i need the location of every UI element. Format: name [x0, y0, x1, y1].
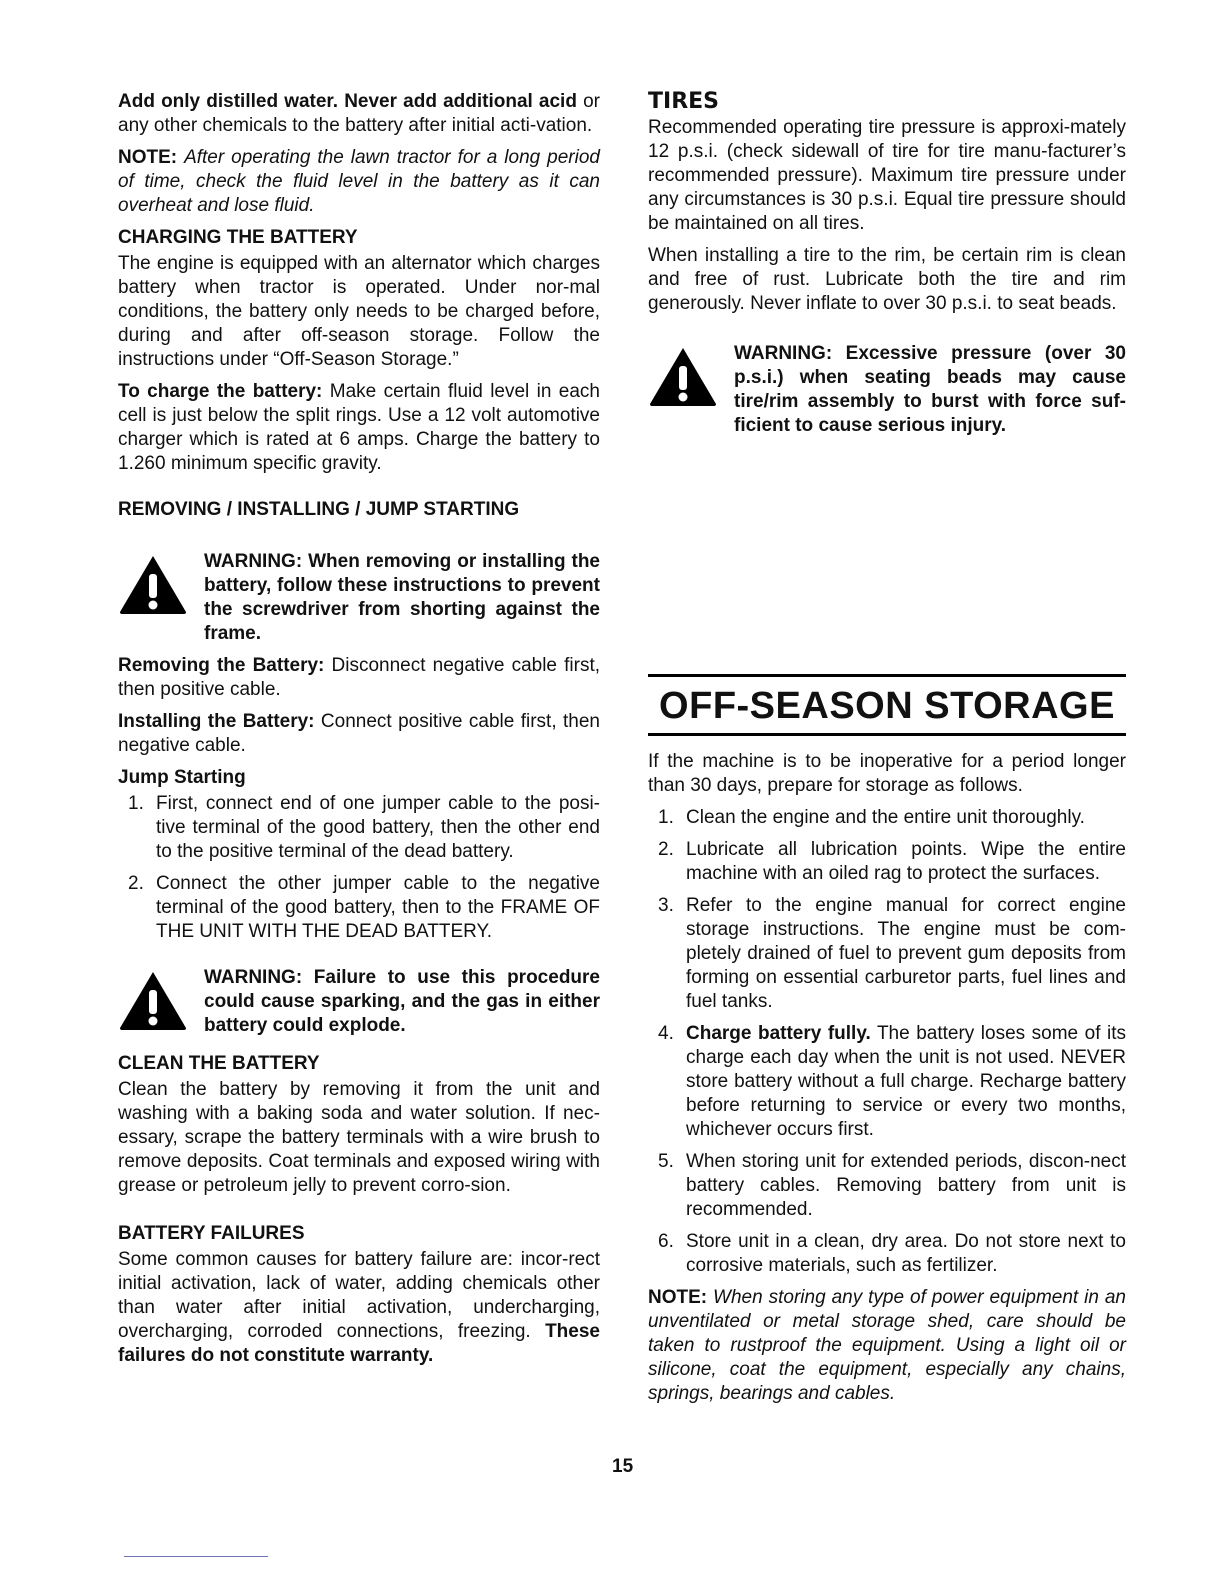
tires-heading: TIRES [648, 89, 720, 114]
failures-heading: BATTERY FAILURES [118, 1223, 305, 1244]
charge-text: Make certain fluid level in each cell is just below the split rings. Use a 12 volt automotive charger which is rated at 6 amps. Charge the battery to 1.260 minimum specific gravity. [118, 381, 600, 474]
list-item: 5. When storing unit for extended periods, discon-nect battery cables. Removing battery from unit is recommended. [658, 1151, 1126, 1220]
warning-tire-text: WARNING: Excessive pressure (over 30 p.s.i.) when seating beads may cause tire/rim assembly to burst with force suf-ficient to cause serious injury. [734, 343, 1126, 436]
distilled-water-bold: Add only distilled water. Never add additional acid [118, 91, 577, 112]
warning-removing-text: WARNING: When removing or installing the battery, follow these instructions to prevent the screwdriver from shorting against the frame. [204, 551, 600, 644]
storage-intro: If the machine is to be inoperative for a period longer than 30 days, prepare for storage as follows. [648, 751, 1126, 796]
installing-text: Connect positive cable first, then negative cable. [118, 711, 600, 756]
failures-paragraph [118, 1248, 600, 1368]
charging-heading: CHARGING THE BATTERY [118, 227, 358, 248]
list-item: 3. Refer to the engine manual for correct engine storage instructions. The engine must be com-pletely drained of fuel to prevent gum deposits from forming on essential carburetor parts, fuel lines and fuel tanks. [658, 895, 1126, 1012]
battery-note [118, 146, 600, 218]
right-column [648, 90, 1126, 1414]
footer-rule [124, 1556, 268, 1557]
note-label: NOTE: [648, 1287, 708, 1308]
left-column [118, 90, 600, 1376]
warning-triangle-icon [648, 346, 718, 408]
installing-label: Installing the Battery: [118, 711, 315, 732]
failures-text: Some common causes for battery failure are: incor-rect initial activation, lack of water, adding chemicals other than water after initial activation, undercharging, overcharging, corroded connections, freezing. [118, 1249, 600, 1342]
note-text: After operating the lawn tractor for a long period of time, check the fluid level in the battery as it can overheat and lose fluid. [118, 147, 600, 216]
list-item: 1. First, connect end of one jumper cable to the posi-tive terminal of the good battery, then the other end to the positive terminal of the dead battery. [128, 793, 600, 862]
list-item: 1. Clean the engine and the entire unit thoroughly. [658, 807, 1085, 828]
clean-paragraph: Clean the battery by removing it from the unit and washing with a baking soda and water solution. If nec-essary, scrape the battery terminals with a wire brush to remove deposits. Coat terminals and exposed wiring with grease or petroleum jelly to prevent corro-sion. [118, 1079, 600, 1196]
list-item: 6. Store unit in a clean, dry area. Do not store next to corrosive materials, such as fertilizer. [658, 1231, 1126, 1276]
list-item: 2. Lubricate all lubrication points. Wipe the entire machine with an oiled rag to protect the surfaces. [658, 839, 1126, 884]
distilled-water-text: or any other chemicals to the battery after initial acti-vation. [118, 91, 600, 136]
charging-paragraph: The engine is equipped with an alternator which charges battery when tractor is operated. Under nor-mal conditions, the battery only needs to be charged before, during and after off-season storage. Follow the instructions under “Off-Season Storage.” [118, 253, 600, 370]
removing-paragraph [118, 654, 600, 702]
failures-bold: These failures do not constitute warranty. [118, 1321, 600, 1366]
warning-tire-pressure [648, 342, 1126, 438]
warning-sparking-text: WARNING: Failure to use this procedure could cause sparking, and the gas in either battery could explode. [204, 967, 600, 1036]
note-text: When storing any type of power equipment in an unventilated or metal storage shed, care should be taken to rustproof the equipment. Using a light oil or silicone, coat the equipment, especially any chains, springs, bearings and cables. [648, 1287, 1126, 1404]
clean-heading: CLEAN THE BATTERY [118, 1053, 320, 1074]
removing-label: Removing the Battery: [118, 655, 325, 676]
removing-text: Disconnect negative cable first, then positive cable. [118, 655, 601, 700]
warning-triangle-icon [118, 970, 188, 1032]
page-number: 15 [612, 1456, 634, 1477]
jump-heading: Jump Starting [118, 767, 246, 788]
page-title: OFF-SEASON STORAGE [659, 685, 1115, 727]
charge-label: To charge the battery: [118, 381, 323, 402]
list-item: 4. Charge battery fully. The battery loses some of its charge each day when the unit is not used. NEVER store battery without a full charge. Recharge battery before returning to service or every two months, whichever occurs first. [658, 1023, 1126, 1140]
installing-paragraph [118, 710, 600, 758]
warning-sparking [118, 966, 600, 1038]
storage-steps-list [648, 806, 1126, 1278]
charge-instructions [118, 380, 600, 476]
storage-title-block [648, 674, 1126, 736]
distilled-water-paragraph [118, 90, 600, 138]
storage-note [648, 1286, 1126, 1406]
tires-paragraph-2: When installing a tire to the rim, be certain rim is clean and free of rust. Lubricate both the tire and rim generously. Never inflate to over 30 p.s.i. to seat beads. [648, 245, 1126, 314]
jump-steps-list [118, 792, 600, 944]
removing-heading: REMOVING / INSTALLING / JUMP STARTING [118, 499, 520, 520]
warning-removing [118, 550, 600, 646]
warning-triangle-icon [118, 554, 188, 616]
tires-paragraph-1: Recommended operating tire pressure is approxi-mately 12 p.s.i. (check sidewall of tire for tire manu-facturer’s recommended pressure). Maximum tire pressure under any circumstances is 30 p.s.i. Equal tire pressure should be maintained on all tires. [648, 117, 1126, 234]
list-item: 2. Connect the other jumper cable to the negative terminal of the good battery, then to the FRAME OF THE UNIT WITH THE DEAD BATTERY. [128, 873, 600, 942]
note-label: NOTE: [118, 147, 178, 168]
